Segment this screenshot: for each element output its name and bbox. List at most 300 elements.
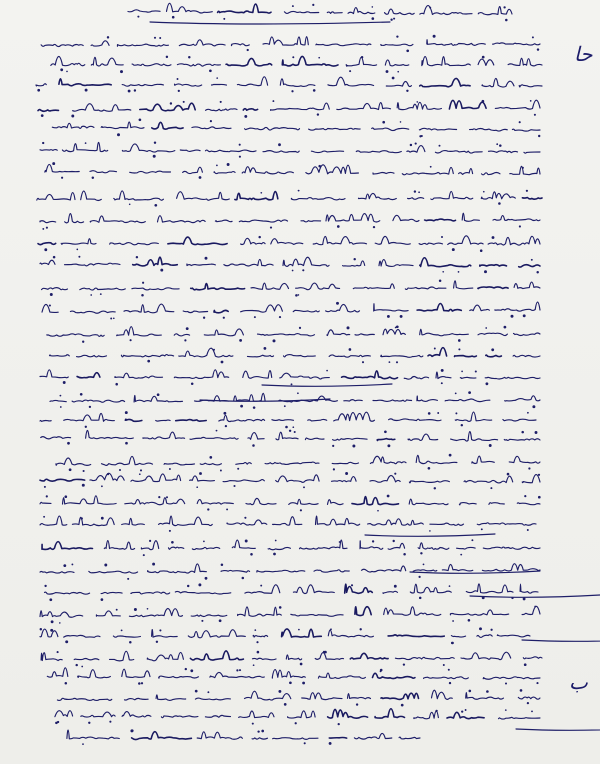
diacritic-dot bbox=[538, 474, 540, 476]
handwritten-word bbox=[445, 399, 490, 402]
text-line bbox=[67, 729, 420, 745]
handwritten-word bbox=[164, 463, 195, 465]
handwritten-word bbox=[227, 520, 267, 525]
text-line bbox=[40, 516, 536, 532]
diacritic-dot bbox=[90, 294, 92, 296]
diacritic-dot bbox=[42, 228, 44, 230]
diacritic-dot bbox=[503, 6, 505, 8]
handwritten-word bbox=[42, 288, 68, 290]
handwritten-word bbox=[508, 58, 542, 66]
text-line bbox=[40, 141, 540, 157]
handwritten-word bbox=[510, 166, 540, 174]
handwritten-word bbox=[192, 127, 231, 129]
diacritic-dot bbox=[318, 57, 320, 59]
handwritten-word bbox=[206, 150, 257, 152]
handwritten-word bbox=[40, 502, 51, 503]
diacritic-dot bbox=[532, 405, 535, 408]
handwritten-word bbox=[122, 712, 151, 717]
handwritten-word bbox=[420, 258, 471, 267]
handwritten-word bbox=[381, 44, 413, 46]
diacritic-dot bbox=[433, 35, 436, 38]
handwritten-word bbox=[47, 334, 104, 337]
handwritten-word bbox=[407, 146, 425, 153]
diacritic-dot bbox=[410, 144, 412, 146]
diacritic-dot bbox=[137, 16, 139, 18]
underline-stroke bbox=[516, 728, 600, 730]
margin-marker-bottom: ب bbox=[569, 670, 588, 694]
diacritic-dot bbox=[439, 145, 441, 147]
diacritic-dot bbox=[140, 469, 142, 471]
diacritic-dot bbox=[415, 143, 417, 145]
handwritten-word bbox=[435, 151, 482, 154]
diacritic-dot bbox=[523, 597, 526, 600]
handwritten-word bbox=[413, 570, 437, 571]
diacritic-dot bbox=[129, 641, 132, 644]
diacritic-dot bbox=[448, 669, 450, 671]
diacritic-dot bbox=[393, 18, 395, 20]
diacritic-dot bbox=[170, 102, 172, 104]
handwritten-word bbox=[478, 59, 494, 65]
handwritten-word bbox=[195, 698, 230, 700]
handwritten-word bbox=[65, 214, 84, 223]
diacritic-dot bbox=[275, 540, 277, 542]
diacritic-dot bbox=[110, 318, 112, 320]
diacritic-dot bbox=[244, 517, 246, 519]
diacritic-dot bbox=[489, 444, 492, 447]
handwritten-word bbox=[168, 237, 227, 245]
handwritten-word bbox=[200, 463, 221, 465]
handwritten-word bbox=[418, 543, 449, 550]
handwritten-word bbox=[132, 288, 179, 290]
diacritic-dot bbox=[452, 642, 454, 644]
diacritic-dot bbox=[458, 271, 460, 273]
diacritic-dot bbox=[298, 294, 300, 296]
diacritic-dot bbox=[254, 629, 256, 631]
handwritten-word bbox=[430, 523, 464, 525]
handwritten-word bbox=[64, 635, 100, 637]
handwritten-word bbox=[512, 129, 540, 131]
diacritic-dot bbox=[236, 669, 238, 671]
diacritic-dot bbox=[300, 663, 303, 666]
handwritten-word bbox=[80, 288, 126, 290]
text-line bbox=[40, 472, 540, 489]
diacritic-dot bbox=[406, 49, 409, 52]
diacritic-dot bbox=[362, 361, 364, 363]
handwritten-word bbox=[38, 243, 56, 245]
diacritic-dot bbox=[147, 608, 149, 610]
diacritic-dot bbox=[394, 473, 396, 475]
text-line bbox=[57, 689, 540, 706]
handwritten-word bbox=[132, 732, 192, 740]
handwritten-word bbox=[505, 396, 540, 401]
diacritic-dot bbox=[443, 664, 445, 666]
handwritten-word bbox=[472, 456, 495, 463]
handwritten-word bbox=[464, 476, 513, 483]
diacritic-dot bbox=[352, 445, 355, 448]
handwritten-word bbox=[519, 85, 542, 87]
diacritic-dot bbox=[336, 302, 339, 305]
diacritic-dot bbox=[538, 135, 540, 137]
diacritic-dot bbox=[393, 540, 395, 542]
diacritic-dot bbox=[292, 270, 294, 272]
handwritten-word bbox=[478, 333, 507, 335]
handwritten-word bbox=[122, 669, 150, 677]
handwritten-word bbox=[177, 64, 220, 66]
handwritten-word bbox=[482, 78, 514, 87]
handwritten-word bbox=[187, 264, 216, 266]
diacritic-dot bbox=[257, 651, 260, 654]
handwritten-word bbox=[253, 658, 277, 660]
diacritic-dot bbox=[480, 249, 483, 252]
handwritten-word bbox=[52, 123, 94, 128]
diacritic-dot bbox=[449, 682, 451, 684]
handwritten-word bbox=[504, 439, 540, 441]
handwritten-word bbox=[425, 219, 456, 221]
handwritten-word bbox=[77, 355, 107, 357]
handwritten-word bbox=[70, 311, 115, 313]
diacritic-dot bbox=[254, 316, 256, 318]
handwritten-word bbox=[231, 44, 249, 46]
handwritten-word bbox=[101, 122, 144, 129]
diacritic-dot bbox=[458, 339, 461, 342]
handwritten-word bbox=[115, 373, 163, 378]
diacritic-dot bbox=[44, 486, 46, 488]
diacritic-dot bbox=[83, 470, 85, 472]
diacritic-dot bbox=[216, 165, 218, 167]
diacritic-dot bbox=[338, 723, 340, 725]
handwritten-word bbox=[235, 192, 278, 200]
handwritten-word bbox=[191, 615, 227, 617]
diacritic-dot bbox=[223, 317, 225, 319]
diacritic-dot bbox=[159, 629, 161, 631]
handwritten-word bbox=[329, 738, 346, 739]
diacritic-dot bbox=[209, 69, 212, 72]
diacritic-dot bbox=[273, 339, 276, 342]
diacritic-dot bbox=[428, 467, 431, 470]
diacritic-dot bbox=[60, 406, 62, 408]
diacritic-dot bbox=[141, 682, 143, 684]
diacritic-dot bbox=[468, 391, 471, 394]
diacritic-dot bbox=[324, 651, 327, 654]
diacritic-dot bbox=[284, 703, 287, 706]
diacritic-dot bbox=[522, 167, 524, 169]
text-line bbox=[128, 3, 512, 24]
diacritic-dot bbox=[88, 722, 90, 724]
diacritic-dot bbox=[220, 101, 222, 103]
diacritic-dot bbox=[185, 668, 187, 670]
handwritten-word bbox=[110, 651, 134, 661]
handwritten-word bbox=[77, 373, 100, 378]
diacritic-dot bbox=[153, 155, 156, 158]
diacritic-dot bbox=[67, 442, 70, 445]
handwritten-word bbox=[478, 7, 512, 15]
text-line bbox=[40, 495, 541, 512]
handwritten-word bbox=[122, 518, 145, 525]
diacritic-dot bbox=[505, 709, 507, 711]
handwritten-word bbox=[414, 711, 439, 719]
diacritic-dot bbox=[57, 651, 59, 653]
diacritic-dot bbox=[225, 425, 227, 427]
diacritic-dot bbox=[113, 317, 115, 319]
handwritten-word bbox=[265, 462, 319, 464]
handwritten-word bbox=[334, 412, 375, 421]
handwritten-word bbox=[280, 79, 315, 87]
diacritic-dot bbox=[216, 430, 218, 432]
handwritten-word bbox=[326, 214, 380, 222]
handwritten-word bbox=[191, 283, 245, 289]
diacritic-dot bbox=[523, 314, 526, 317]
diacritic-dot bbox=[441, 369, 444, 372]
handwritten-word bbox=[91, 57, 123, 66]
handwritten-word bbox=[40, 611, 83, 618]
handwritten-word bbox=[520, 584, 538, 593]
handwritten-word bbox=[56, 458, 91, 465]
diacritic-dot bbox=[387, 444, 390, 447]
diacritic-dot bbox=[78, 256, 80, 258]
diacritic-dot bbox=[418, 191, 420, 193]
diacritic-dot bbox=[337, 225, 340, 228]
handwritten-word bbox=[276, 432, 298, 440]
handwritten-word bbox=[239, 220, 287, 222]
handwritten-word bbox=[308, 419, 327, 420]
diacritic-dot bbox=[188, 56, 190, 58]
handwritten-word bbox=[522, 606, 540, 614]
handwritten-word bbox=[514, 333, 541, 336]
diacritic-dot bbox=[50, 629, 53, 632]
handwritten-word bbox=[91, 41, 109, 46]
diacritic-dot bbox=[511, 315, 514, 318]
diacritic-dot bbox=[207, 508, 209, 510]
diacritic-dot bbox=[452, 620, 454, 622]
handwritten-word bbox=[271, 103, 330, 110]
handwritten-word bbox=[62, 142, 107, 151]
diacritic-dot bbox=[65, 640, 68, 643]
text-line bbox=[42, 539, 540, 556]
diacritic-dot bbox=[61, 177, 63, 179]
handwritten-word bbox=[280, 373, 330, 379]
diacritic-dot bbox=[304, 742, 306, 744]
diacritic-dot bbox=[361, 56, 363, 58]
diacritic-dot bbox=[519, 225, 521, 227]
text-line bbox=[41, 35, 540, 52]
diacritic-dot bbox=[490, 487, 492, 489]
handwritten-word bbox=[519, 265, 540, 267]
diacritic-dot bbox=[223, 18, 225, 20]
diacritic-dot bbox=[423, 564, 425, 566]
handwritten-word bbox=[409, 499, 448, 505]
handwritten-word bbox=[450, 610, 508, 615]
handwritten-word bbox=[251, 283, 289, 289]
diacritic-dot bbox=[220, 470, 222, 472]
diacritic-dot bbox=[253, 406, 256, 409]
diacritic-dot bbox=[284, 405, 286, 407]
diacritic-dot bbox=[435, 710, 437, 712]
handwritten-word bbox=[241, 305, 283, 312]
handwritten-word bbox=[370, 476, 400, 483]
handwritten-word bbox=[59, 79, 111, 86]
diacritic-dot bbox=[521, 431, 524, 434]
handwritten-word bbox=[311, 151, 343, 153]
diacritic-dot bbox=[298, 629, 300, 631]
diacritic-dot bbox=[339, 541, 341, 543]
handwritten-word bbox=[190, 476, 215, 481]
handwritten-word bbox=[478, 287, 508, 289]
diacritic-dot bbox=[85, 426, 87, 428]
diacritic-dot bbox=[535, 431, 538, 434]
handwritten-word bbox=[283, 257, 329, 266]
handwritten-word bbox=[477, 523, 536, 525]
diacritic-dot bbox=[326, 370, 328, 372]
diacritic-dot bbox=[209, 456, 212, 459]
handwritten-word bbox=[176, 420, 207, 422]
handwritten-word bbox=[248, 355, 274, 357]
handwritten-word bbox=[305, 438, 324, 440]
handwritten-word bbox=[81, 191, 102, 200]
handwritten-word bbox=[497, 635, 530, 637]
diacritic-dot bbox=[460, 554, 462, 556]
handwritten-word bbox=[397, 102, 441, 109]
handwritten-word bbox=[190, 651, 243, 660]
diacritic-dot bbox=[59, 622, 61, 624]
diacritic-dot bbox=[257, 730, 259, 732]
diacritic-dot bbox=[152, 563, 155, 566]
handwritten-word bbox=[457, 547, 476, 549]
diacritic-dot bbox=[394, 585, 397, 588]
diacritic-dot bbox=[491, 348, 494, 351]
handwritten-word bbox=[243, 371, 272, 379]
handwritten-word bbox=[188, 630, 245, 638]
handwritten-word bbox=[509, 456, 540, 463]
diacritic-dot bbox=[166, 496, 168, 498]
handwritten-word bbox=[448, 236, 483, 245]
diacritic-dot bbox=[278, 690, 281, 693]
handwritten-word bbox=[113, 636, 140, 637]
handwritten-word bbox=[374, 304, 408, 311]
diacritic-dot bbox=[82, 484, 85, 487]
diacritic-dot bbox=[260, 585, 262, 587]
handwritten-word bbox=[273, 738, 318, 740]
diacritic-dot bbox=[191, 382, 194, 385]
handwritten-word bbox=[90, 216, 145, 223]
handwritten-word bbox=[432, 690, 453, 699]
handwritten-word bbox=[477, 635, 492, 638]
handwritten-word bbox=[174, 370, 228, 379]
diacritic-dot bbox=[397, 71, 399, 73]
handwritten-word bbox=[353, 284, 394, 289]
diacritic-dot bbox=[166, 56, 168, 58]
text-line bbox=[42, 302, 540, 320]
handwritten-word bbox=[293, 585, 334, 594]
handwritten-word bbox=[449, 100, 486, 109]
handwritten-word bbox=[388, 635, 444, 637]
diacritic-dot bbox=[41, 114, 44, 117]
greeting-flourish bbox=[150, 22, 390, 24]
diacritic-dot bbox=[295, 722, 297, 724]
handwritten-word bbox=[45, 592, 90, 594]
handwritten-word bbox=[221, 570, 250, 572]
diacritic-dot bbox=[418, 576, 420, 578]
diacritic-dot bbox=[390, 19, 392, 21]
diacritic-dot bbox=[258, 236, 260, 238]
handwritten-word bbox=[393, 215, 419, 221]
diacritic-dot bbox=[52, 162, 55, 165]
diacritic-dot bbox=[349, 348, 352, 351]
text-line bbox=[45, 162, 540, 179]
handwritten-word bbox=[375, 236, 410, 244]
handwritten-word bbox=[395, 657, 454, 659]
handwritten-word bbox=[291, 198, 345, 200]
diacritic-dot bbox=[120, 70, 123, 73]
handwritten-word bbox=[61, 239, 96, 245]
handwritten-word bbox=[301, 221, 321, 222]
diacritic-dot bbox=[101, 598, 104, 601]
diacritic-dot bbox=[159, 37, 161, 39]
handwritten-word bbox=[223, 480, 264, 482]
diacritic-dot bbox=[253, 664, 255, 666]
diacritic-dot bbox=[471, 539, 473, 541]
handwritten-word bbox=[132, 64, 171, 66]
diacritic-dot bbox=[351, 584, 353, 586]
handwritten-word bbox=[218, 4, 271, 13]
diacritic-dot bbox=[386, 70, 389, 73]
diacritic-dot bbox=[142, 282, 144, 284]
diacritic-dot bbox=[240, 405, 243, 408]
handwritten-word bbox=[306, 165, 359, 174]
diacritic-dot bbox=[177, 78, 179, 80]
handwritten-word bbox=[288, 711, 316, 718]
handwritten-word bbox=[73, 104, 131, 112]
diacritic-dot bbox=[201, 620, 203, 622]
handwritten-word bbox=[67, 730, 119, 739]
diacritic-dot bbox=[313, 89, 316, 92]
diacritic-dot bbox=[461, 424, 463, 426]
text-line bbox=[41, 430, 540, 448]
handwritten-word bbox=[158, 216, 206, 223]
diacritic-dot bbox=[285, 426, 288, 429]
handwritten-word bbox=[241, 238, 266, 244]
handwritten-word bbox=[72, 517, 114, 525]
diacritic-dot bbox=[479, 627, 482, 630]
handwritten-word bbox=[522, 198, 542, 200]
diacritic-dot bbox=[524, 663, 527, 666]
handwritten-word bbox=[375, 709, 404, 718]
handwritten-word bbox=[482, 564, 540, 571]
diacritic-dot bbox=[530, 100, 532, 102]
handwritten-word bbox=[385, 9, 415, 15]
handwritten-word bbox=[282, 56, 338, 66]
diacritic-dot bbox=[256, 641, 258, 643]
handwritten-word bbox=[291, 614, 343, 616]
diacritic-dot bbox=[484, 270, 487, 273]
diacritic-dot bbox=[519, 121, 521, 123]
handwritten-word bbox=[489, 503, 504, 505]
text-line bbox=[42, 279, 541, 296]
diacritic-dot bbox=[219, 619, 222, 622]
diacritic-dot bbox=[330, 628, 332, 630]
handwritten-word bbox=[122, 144, 174, 152]
diacritic-dot bbox=[178, 90, 180, 92]
diacritic-dot bbox=[38, 89, 40, 91]
handwritten-word bbox=[156, 695, 186, 700]
diacritic-dot bbox=[203, 541, 205, 543]
diacritic-dot bbox=[292, 5, 294, 7]
underline-stroke bbox=[522, 639, 600, 641]
handwritten-word bbox=[205, 715, 230, 717]
diacritic-dot bbox=[65, 682, 68, 685]
handwritten-word bbox=[332, 477, 357, 482]
text-line bbox=[47, 325, 540, 342]
handwritten-word bbox=[147, 652, 183, 660]
